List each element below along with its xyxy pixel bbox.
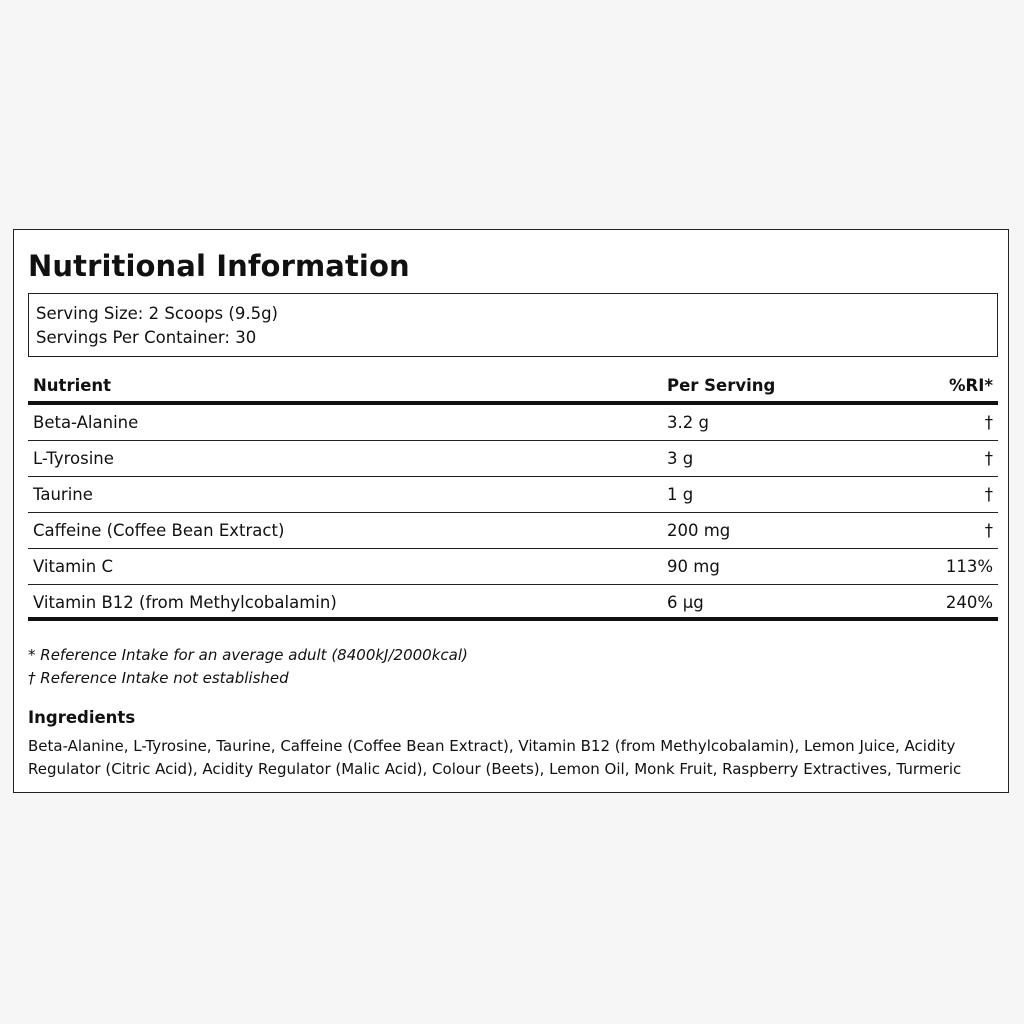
table-row xyxy=(28,477,998,513)
per-serving-value: 200 mg xyxy=(667,521,731,540)
ri-value: 113% xyxy=(945,557,993,576)
nutrient-name: Vitamin C xyxy=(33,557,113,576)
per-serving-value: 90 mg xyxy=(667,557,720,576)
table-row xyxy=(28,549,998,585)
footnote-reference-intake: * Reference Intake for an average adult (8400kJ/2000kcal) xyxy=(28,646,468,664)
header-nutrient: Nutrient xyxy=(33,376,112,395)
nutrient-table xyxy=(28,370,998,621)
per-serving-value: 3.2 g xyxy=(667,413,709,432)
ri-value: † xyxy=(984,449,993,468)
serving-info-box xyxy=(28,293,998,357)
table-row xyxy=(28,585,998,621)
ri-value: † xyxy=(984,413,993,432)
footnotes xyxy=(28,644,468,690)
table-row xyxy=(28,441,998,477)
table-row xyxy=(28,513,998,549)
nutrient-name: Beta-Alanine xyxy=(33,413,139,432)
per-serving-value: 3 g xyxy=(667,449,694,468)
nutrition-panel xyxy=(13,229,1009,793)
servings-per-container: Servings Per Container: 30 xyxy=(36,328,257,347)
footnote-not-established: † Reference Intake not established xyxy=(28,669,289,687)
per-serving-value: 1 g xyxy=(667,485,694,504)
ri-value: † xyxy=(984,521,993,540)
per-serving-value: 6 µg xyxy=(667,593,704,612)
panel-title: Nutritional Information xyxy=(28,249,410,283)
ri-value: 240% xyxy=(945,593,993,612)
header-per-serving: Per Serving xyxy=(667,376,776,395)
table-header-row xyxy=(28,370,998,405)
serving-size: Serving Size: 2 Scoops (9.5g) xyxy=(36,304,278,323)
nutrient-name: Caffeine (Coffee Bean Extract) xyxy=(33,521,285,540)
nutrient-name: Vitamin B12 (from Methylcobalamin) xyxy=(33,593,337,612)
table-row xyxy=(28,405,998,441)
nutrient-name: Taurine xyxy=(33,485,93,504)
ri-value: † xyxy=(984,485,993,504)
ingredients-list: Beta-Alanine, L-Tyrosine, Taurine, Caffeine (Coffee Bean Extract), Vitamin B12 (from Methylcobalamin), Lemon Juice, Acidity Regulator (Citric Acid), Acidity Regulator (Malic Acid), Colour (Beets), Lemon Oil, Monk Fruit, Raspberry Extractives, Turmeric xyxy=(28,737,962,778)
nutrient-name: L-Tyrosine xyxy=(33,449,114,468)
ingredients-heading: Ingredients xyxy=(28,708,136,727)
header-ri: %RI* xyxy=(948,376,993,395)
